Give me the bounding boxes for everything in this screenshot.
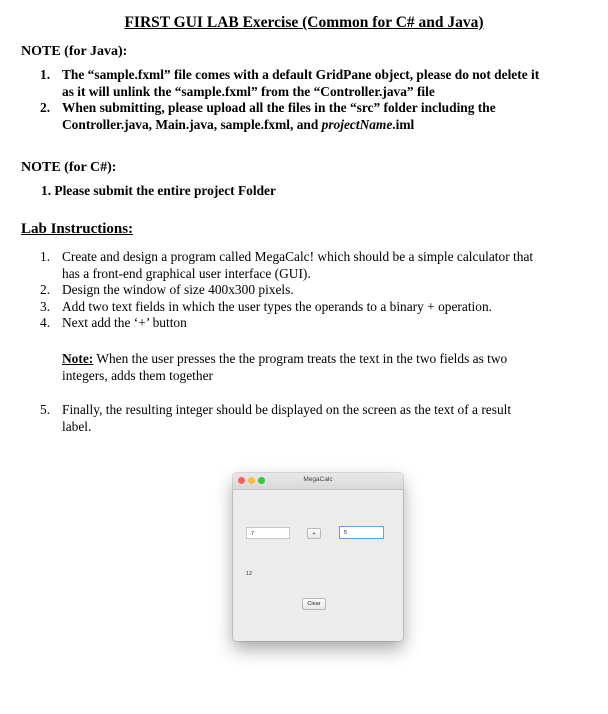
csharp-note-item: 1. Please submit the entire project Folder [41,183,276,198]
lab-note-text-1: When the user presses the the program treats the text in the two fields as two [93,351,508,366]
lab-item-2 [40,282,582,299]
java-note-item-2-line-2: Controller.java, Main.java, sample.fxml, and [62,116,322,132]
java-note-item-2 [40,100,582,133]
item-number: 3. [40,298,51,314]
java-note-heading: NOTE (for Java): [21,44,128,59]
result-label: 12 [246,571,253,577]
iml-extension: .iml [392,116,415,132]
item-number: 1. [40,67,51,82]
lab-item-5-line-2: label. [62,418,92,434]
clear-button[interactable]: Clear [302,598,326,610]
plus-button[interactable]: + [307,528,321,539]
java-note-item-1-line-1: The “sample.fxml” file comes with a default GridPane object, please do not delete it [62,67,540,82]
lab-instructions-heading: Lab Instructions: [21,221,134,237]
lab-item-2-line-1: Design the window of size 400x300 pixels. [62,282,294,297]
operand-1-field[interactable]: 7 [246,527,290,539]
item-number: 2. [40,282,51,297]
item-number: 4. [40,315,51,330]
megacalc-window [233,473,403,641]
lab-final-list [40,402,582,435]
page-title: FIRST GUI LAB Exercise (Common for C# and Java) [124,14,484,31]
java-note-item-1-line-2: as it will unlink the “sample.fxml” from the “Controller.java” file [62,83,435,99]
lab-item-3-line-1: Add two text fields in which the user types the operands to a binary + operation. [62,298,492,314]
lab-instructions-list [40,249,582,332]
item-number: 1. [40,249,51,264]
lab-item-1-line-2: has a front-end graphical user interface (GUI). [62,265,311,281]
java-note-item-1 [40,67,582,100]
lab-item-4-line-1: Next add the ‘+’ button [62,315,187,330]
operand-2-field[interactable]: 5 [339,526,384,539]
lab-item-5-line-1: Finally, the resulting integer should be displayed on the screen as the text of a result [62,402,512,417]
lab-item-3 [40,298,582,316]
lab-note-text-2: integers, adds them together [62,367,213,383]
lab-item-5 [40,402,582,435]
java-note-item-2-line-1: When submitting, please upload all the files in the “src” folder including the [62,100,496,115]
window-titlebar [233,473,403,490]
lab-note-label: Note: [62,351,94,366]
lab-item-1 [40,249,582,282]
lab-item-4 [40,315,582,332]
lab-item-1-line-1: Create and design a program called MegaCalc! which should be a simple calculator that [62,249,534,264]
lab-note [62,351,582,384]
item-number: 5. [40,402,51,417]
java-note-list [40,67,582,133]
project-name-italic: projectName [321,116,393,132]
window-title: MegaCalc [303,476,333,483]
csharp-note-heading: NOTE (for C#): [21,160,117,175]
item-number: 2. [40,100,51,115]
